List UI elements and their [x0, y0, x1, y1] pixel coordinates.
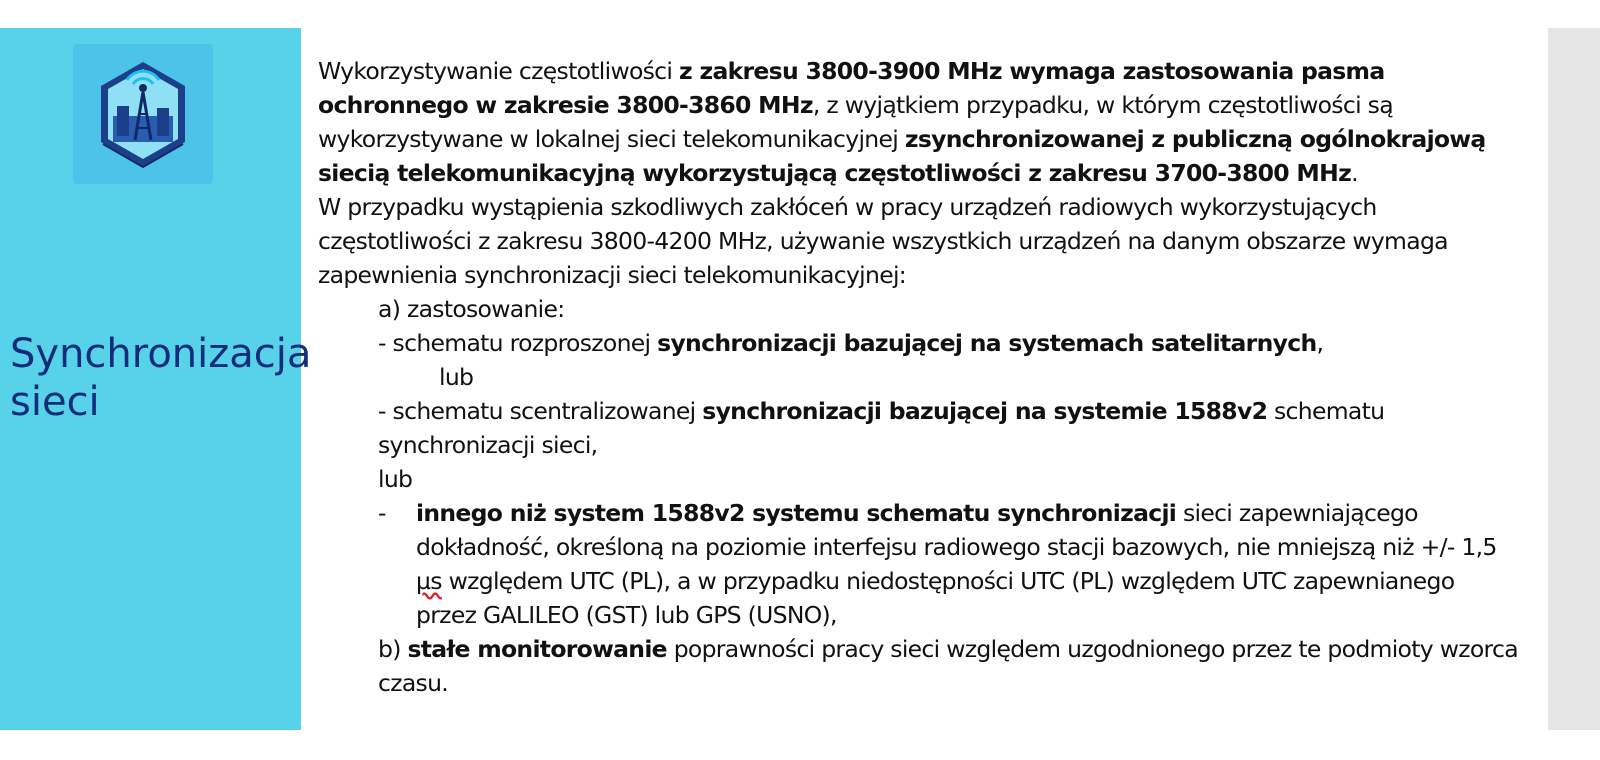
bold-span: synchronizacji bazującej na systemie 1588v2	[702, 397, 1268, 425]
title-line-2: sieci	[10, 379, 100, 425]
bold-span: zsynchronizowanej z publiczną ogólnokrajową siecią telekomunikacyjną wykorzystującą częstotliwości z zakresu 3700-3800 MHz	[318, 125, 1486, 187]
text-span: - schematu scentralizowanej	[378, 397, 703, 425]
text-span: ,	[1316, 329, 1324, 357]
text-span: - schematu rozproszonej	[378, 329, 658, 357]
text-span: poprawności pracy sieci względem uzgodnionego przez te podmioty wzorca czasu.	[378, 635, 1518, 697]
slide	[0, 28, 1548, 730]
paragraph-1	[318, 54, 1518, 190]
sidebar	[0, 28, 312, 730]
text-span: b)	[378, 635, 408, 663]
list-dash: -	[378, 499, 386, 527]
logo	[73, 44, 213, 184]
text-span: schematu synchronizacji sieci,	[378, 397, 1385, 459]
text-span: względem UTC (PL), a w przypadku niedostępności UTC (PL) względem UTC zapewnianego przez GALILEO (GST) lub GPS (USNO),	[416, 567, 1455, 629]
title-line-1: Synchronizacja	[10, 331, 312, 377]
list-label-a: a) zastosowanie:	[378, 295, 565, 323]
text-span: , z wyjątkiem przypadku, w którym częstotliwości są wykorzystywane w lokalnej sieci telekomunikacyjnej	[318, 91, 1393, 153]
or-text-1: lub	[439, 363, 474, 391]
or-text-2: lub	[378, 465, 413, 493]
network-tower-icon	[73, 44, 213, 184]
bold-span: innego niż system 1588v2 systemu schematu synchronizacji	[416, 499, 1177, 527]
list-item-1	[318, 326, 1518, 360]
list-item-3	[318, 496, 1518, 632]
right-strip	[1548, 28, 1600, 730]
content	[318, 54, 1518, 700]
text-span: sieci zapewniającego dokładność, określoną na poziomie interfejsu radiowego stacji bazowych, nie mniejszą niż +/- 1,5	[416, 499, 1497, 561]
bold-span: z zakresu 3800-3900 MHz wymaga zastosowania pasma ochronnego w zakresie 3800-3860 MHz	[318, 57, 1385, 119]
unit-text: µs	[416, 567, 442, 595]
text-span: Wykorzystywanie częstotliwości	[318, 57, 680, 85]
page-title	[10, 330, 312, 426]
list-label-b	[318, 632, 1518, 700]
text-span: .	[1351, 159, 1358, 187]
list-item-2	[318, 394, 1518, 462]
bold-span: synchronizacji bazującej na systemach satelitarnych	[657, 329, 1317, 357]
bold-span: stałe monitorowanie	[407, 635, 667, 663]
paragraph-2: W przypadku wystąpienia szkodliwych zakłóceń w pracy urządzeń radiowych wykorzystujących częstotliwości z zakresu 3800-4200 MHz, używanie wszystkich urządzeń na danym obszarze wymaga zapewnienia synchronizacji sieci telekomunikacyjnej:	[318, 193, 1448, 289]
